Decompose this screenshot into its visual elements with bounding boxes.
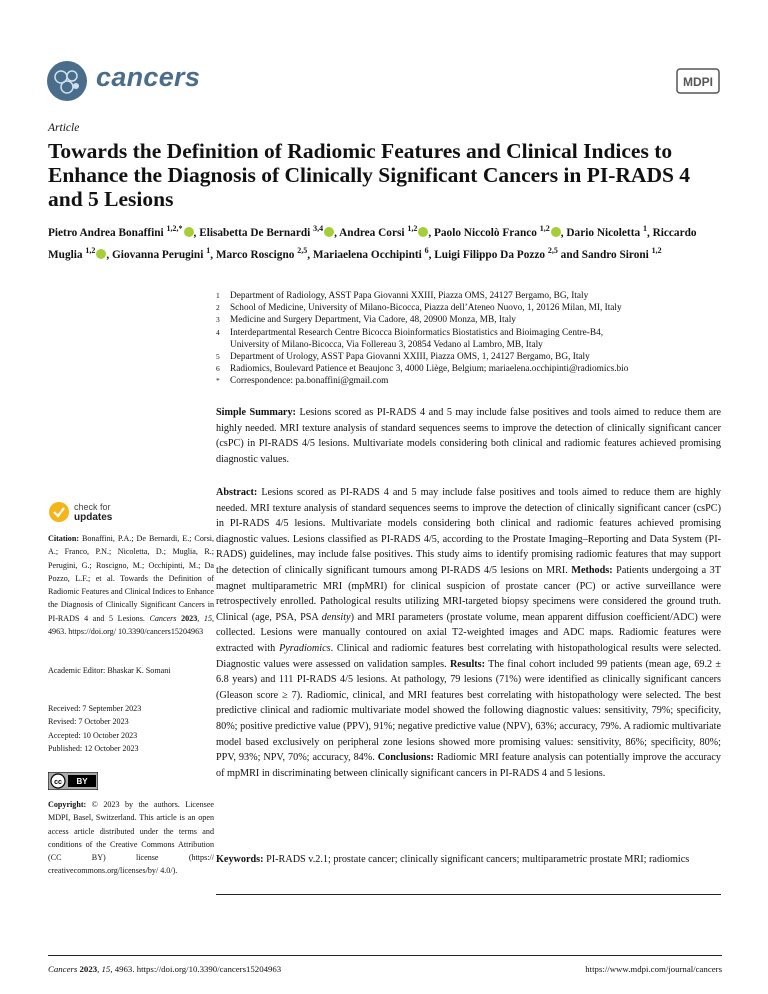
cc-by-label: BY (76, 777, 88, 786)
author-affiliation-marker: 1,2 (651, 246, 662, 256)
orcid-icon[interactable] (324, 227, 334, 237)
article-title: Towards the Definition of Radiomic Features and Clinical Indices to Enhance the Diagnosis of Clinically Significant Cancers in PI-RADS 4 and 5 Lesions (48, 139, 691, 211)
author-name: Andrea Corsi (339, 226, 405, 239)
svg-text:MDPI: MDPI (683, 75, 713, 89)
affiliation-item: University of Milano-Bicocca, Via Follereau 3, 20854 Vedano al Lambro, MB, Italy (230, 339, 543, 350)
author-name: Paolo Niccolò Franco (434, 226, 537, 239)
footer-journal-url[interactable]: https://www.mdpi.com/journal/cancers (585, 964, 722, 974)
simple-summary: Simple Summary: Lesions scored as PI-RADS 4 and 5 may include false positives and tools aimed to reduce them are highly needed. MRI texture analysis of standard sequences seems to improve the detection of clinically significant cancer (csPC) in PI-RADS 4/5 lesions. Multivariate models considering both clinical and radiomic features achieved promising diagnostic values. (216, 407, 722, 465)
article-type: Article (48, 122, 80, 134)
author-affiliation-marker: 6 (424, 246, 429, 256)
author-name: Pietro Andrea Bonaffini (48, 226, 164, 239)
author-name: Mariaelena Occhipinti (312, 249, 422, 262)
affiliations (216, 290, 736, 388)
author-name: Giovanna Perugini (112, 249, 204, 262)
keywords-divider (216, 894, 721, 895)
author-affiliation-marker: 1,2 (407, 224, 418, 233)
author-name: Marco Roscigno (215, 249, 295, 262)
affiliation-item: 1 Department of Radiology, ASST Papa Giovanni XXIII, Piazza OMS, 24127 Bergamo, BG, Italy (216, 291, 589, 301)
author-affiliation-marker: 2,5 (297, 246, 308, 256)
academic-editor: Academic Editor: Bhaskar K. Somani (48, 666, 171, 675)
dates: Received: 7 September 2023 Revised: 7 October 2023 Accepted: 10 October 2023 Published: 12 October 2023 (48, 704, 142, 753)
orcid-icon[interactable] (418, 227, 428, 237)
check-for-updates-badge[interactable]: check for updates (48, 498, 168, 526)
cc-label: cc (54, 779, 62, 786)
author-name: Elisabetta De Bernardi (199, 226, 311, 239)
author-affiliation-marker: 3,4 (313, 224, 324, 233)
author-name: Sandro Sironi (581, 249, 649, 262)
author-affiliation-marker: 1 (206, 246, 211, 256)
mdpi-logo (676, 68, 720, 94)
author-list: Pietro Andrea Bonaffini $^{1,2,*}$ , Elisabetta De Bernardi $^{3,4}$ , Andrea Corsi $^{1,2}$ , Paolo Niccolò Franco $^{1,2}$ , Dario Nicoletta $^1$, Riccardo Muglia $^{1,2}$ , Giovanna Perugini $^1$, Marco Roscigno $^{2,5}$, Mariaelena Occhipinti $^6$, Luigi Filippo Da Pozzo $^{2,5}$ and Sandro Sironi $^{1,2}$ (48, 224, 697, 262)
author-name: Dario Nicoletta (566, 226, 641, 239)
cancers-logo-icon (46, 60, 88, 102)
footer-citation: Cancers 2023, 15, 4963. https://doi.org/10.3390/cancers15204963 (48, 964, 282, 974)
author-affiliation-marker: 1,2 (539, 224, 550, 233)
abstract: Abstract: Lesions scored as PI-RADS 4 and 5 may include false positives and tools aimed to reduce them are highly needed. MRI texture analysis of standard sequences seems to improve the detection of clinically significant cancer (csPC) in PI-RADS 4/5 lesions. Multivariate models considering both clinical and radiomic features achieved promising diagnostic values. Lesions classified as PI-RADS 4/5, according to the Prostate Imaging–Reporting and Data System (PI-RADS) guidelines, may include false positives. This study aims to identify promising radiomic features that may support the detection of clinically significant tumours among PI-RADS 4/5 lesions on MRI. Methods: Patients undergoing a 3T magnet multiparametric MRI (mpMRI) for clinical suspicion of prostate cancer (PC) or active surveillance were retrospectively enrolled. Pathological results utilizing MRI-targeted biopsy specimens were considered the ground truth. Clinical (age, PSA, PSA density) and MRI parameters (prostate volume, mean apparent diffusion coefficient/ADC) were collected. Lesions were manually contoured on axial T2-weighted images and ADC maps. Radiomic features were extracted with Pyradiomics. Clinical and radiomic features best correlating with histopathological results were selected. Diagnostic values were assessed on validation samples. Results: The final cohort included 99 patients (mean age, 69.2 ± 6.8 years) and 111 PI-RADS 4/5 lesions. At pathology, 79 lesions (71%) were identified as clinically significant cancers (Gleason score ≥ 7). Radiomic, clinical, and MRI features best correlating with histopathology were selected. The best predictive clinical and radiomic multivariate model showed the following diagnostic values: sensitivity, 79%; specificity, 80%; positive predictive value (PPV), 91%; negative predictive value (NPV), 63%; accuracy, 79%. A radiomic multivariate model based exclusively on peripheral zone lesions showed more promising values: sensitivity, 86%; specificity, 80%; PPV, 93%; NPV, 70%; accuracy, 84%. Conclusions: Radiomic MRI feature analysis can potentially improve the accuracy of mpMRI in discriminating between clinically significant cancers in PI-RADS 4 and 5 lesions. (216, 487, 722, 779)
author-affiliation-marker: 1 (642, 224, 647, 233)
footer-divider (48, 955, 722, 956)
affiliation-item: 2 School of Medicine, University of Milano-Bicocca, Piazza dell’Ateneo Nuovo, 1, 20126 Milan, MI, Italy (216, 303, 622, 314)
journal-name: cancers (96, 62, 201, 92)
keywords: Keywords: PI-RADS v.2.1; prostate cancer; clinically significant cancers; multiparametric prostate MRI; radiomics (216, 854, 690, 865)
author-name: Riccardo Muglia (48, 226, 697, 262)
affiliation-item: 4 Interdepartmental Research Centre Bicocca Bioinformatics Biostatistics and Bioimaging Centre-B4, (216, 327, 604, 338)
affiliation-item: 6 Radiomics, Boulevard Patience et Beaujonc 3, 4000 Liège, Belgium; mariaelena.occhipinti@radiomics.bio (216, 364, 629, 375)
check-updates-icon (48, 501, 70, 523)
orcid-icon[interactable] (184, 227, 194, 237)
citation: Citation: Bonaffini, P.A.; De Bernardi, E.; Corsi, A.; Franco, P.N.; Nicoletta, D.; Muglia, R.; Perugini, G.; Roscigno, M.; Occhipinti, M.; Da Pozzo, L.F.; et al. Towards the Definition of Radiomic Features and Clinical Indices to Enhance the Diagnosis of Clinically Significant Cancers in PI-RADS 4 and 5 Lesions. Cancers 2023, 15, 4963. https://doi.org/ 10.3390/cancers15204963 (48, 534, 215, 637)
orcid-icon[interactable] (96, 249, 106, 259)
affiliation-item: 5 Department of Urology, ASST Papa Giovanni XXIII, Piazza OMS, 1, 24127 Bergamo, BG, Italy (216, 352, 590, 363)
copyright: Copyright: © 2023 by the authors. Licensee MDPI, Basel, Switzerland. This article is an open access article distributed under the terms and conditions of the Creative Commons Attribution (CC BY) license (https:// creativecommons.org/licenses/by/ 4.0/). (48, 800, 215, 876)
author-affiliation-marker: 1,2 (85, 246, 96, 256)
author-affiliation-marker: 2,5 (547, 246, 558, 256)
orcid-icon[interactable] (551, 227, 561, 237)
cc-by-badge[interactable] (48, 772, 98, 790)
author-name: Luigi Filippo Da Pozzo (434, 249, 546, 262)
author-affiliation-marker: 1,2,* (166, 224, 183, 233)
affiliation-item: 3 Medicine and Surgery Department, Via Cadore, 48, 20900 Monza, MB, Italy (216, 315, 516, 326)
affiliation-item: * Correspondence: pa.bonaffini@gmail.com (216, 376, 389, 387)
